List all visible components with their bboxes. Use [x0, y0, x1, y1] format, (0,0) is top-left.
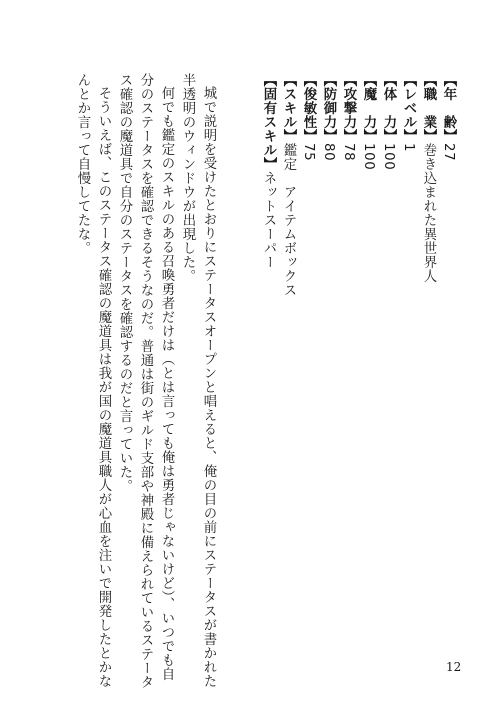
stat-label: 【職 業】	[421, 73, 436, 143]
page-number: 12	[446, 660, 462, 674]
stat-label: 【攻撃力】	[341, 73, 356, 143]
body-line: 半透明のウィンドウが出現した。	[180, 73, 195, 283]
stat-defense	[318, 73, 338, 161]
body-line: 城で説明を受けたとおりにステータスオープンと唱えると、俺の目の前にステータスが書かれた	[201, 86, 216, 689]
stat-value: 78	[341, 143, 356, 162]
body-line: んとか言って自慢してたな。	[75, 73, 90, 255]
stat-hp	[378, 73, 398, 170]
stat-mp	[358, 73, 378, 170]
stat-value: 27	[441, 143, 456, 162]
stat-label: 【体 力】	[381, 73, 396, 143]
body-line: 分のステータスを確認できるそうなのだ。普通は街のギルド支部や神殿に備えられているステータ	[138, 73, 153, 689]
body-line: 何でも鑑定のスキルのある召喚勇者だけは（とは言っても俺は勇者じゃないけど）、いつでも自	[159, 86, 174, 682]
body-line: そういえば、このステータス確認の魔道具は我が国の魔道具職人が心血を注いで開発したとかな	[96, 86, 111, 689]
stat-label: 【年 齢】	[441, 73, 456, 143]
stat-value: 鑑定 アイテムボックス	[281, 143, 296, 297]
stat-value: 75	[301, 143, 316, 162]
stat-value: 100	[361, 143, 376, 171]
stat-label: 【魔 力】	[361, 73, 376, 143]
stat-label: 【スキル】	[281, 73, 296, 143]
stat-value: ネットスーパー	[261, 171, 276, 269]
stat-label: 【防御力】	[321, 73, 336, 143]
stat-value: 100	[381, 143, 396, 171]
stat-value: 1	[401, 143, 416, 153]
stat-attack	[338, 73, 358, 161]
stat-label: 【固有スキル】	[261, 73, 276, 171]
stat-level	[398, 73, 418, 152]
stat-agility	[298, 73, 318, 161]
stat-skills	[278, 73, 298, 297]
body-line: ス確認の魔道具で自分のステータスを確認するのだと言っていた。	[117, 73, 132, 493]
stat-label: 【俊敏性】	[301, 73, 316, 143]
stat-unique-skill	[258, 73, 278, 269]
stat-value: 巻き込まれた異世界人	[421, 143, 436, 283]
stat-occupation	[418, 73, 438, 283]
stat-value: 80	[321, 143, 336, 162]
stat-label: 【レベル】	[401, 73, 416, 143]
stat-age	[438, 73, 458, 161]
